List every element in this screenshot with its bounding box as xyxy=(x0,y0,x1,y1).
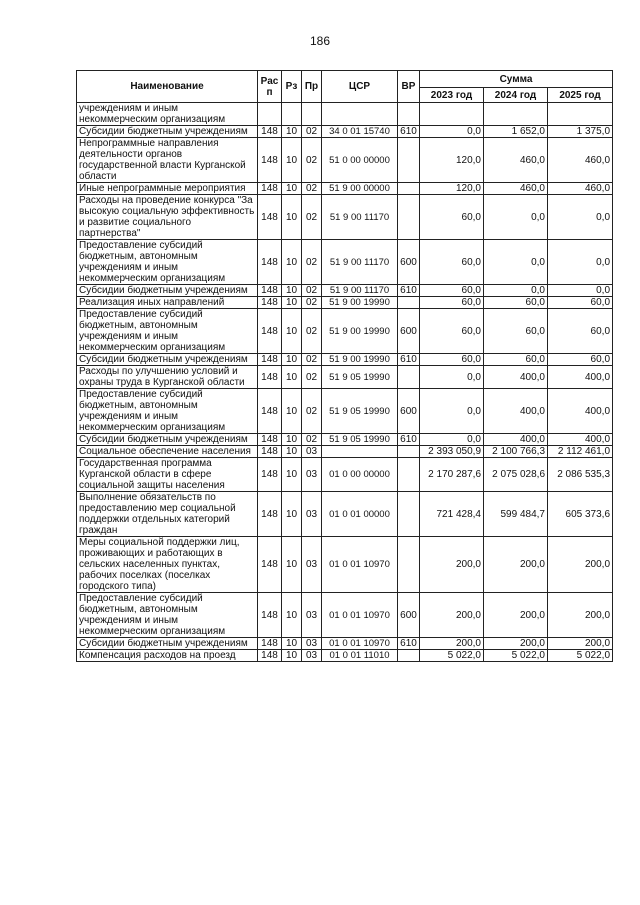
cell-2024: 1 652,0 xyxy=(484,126,548,138)
cell-pr xyxy=(302,103,322,126)
cell-2024: 0,0 xyxy=(484,240,548,285)
table-row xyxy=(77,195,613,240)
table-row xyxy=(77,126,613,138)
header-2025: 2025 год xyxy=(548,88,613,103)
cell-name: Субсидии бюджетным учреждениям xyxy=(77,354,258,366)
cell-2025: 605 373,6 xyxy=(548,492,613,537)
cell-rasp xyxy=(258,103,282,126)
cell-2023: 60,0 xyxy=(420,285,484,297)
cell-rz: 10 xyxy=(282,434,302,446)
cell-pr: 02 xyxy=(302,297,322,309)
table-row xyxy=(77,537,613,593)
cell-rz: 10 xyxy=(282,650,302,662)
cell-2023 xyxy=(420,103,484,126)
cell-name: Компенсация расходов на проезд xyxy=(77,650,258,662)
cell-rasp: 148 xyxy=(258,297,282,309)
cell-rasp: 148 xyxy=(258,366,282,389)
cell-rasp: 148 xyxy=(258,138,282,183)
cell-pr: 03 xyxy=(302,593,322,638)
cell-rasp: 148 xyxy=(258,126,282,138)
cell-pr: 03 xyxy=(302,638,322,650)
header-csr: ЦСР xyxy=(322,71,398,103)
cell-pr: 02 xyxy=(302,354,322,366)
cell-name: Предоставление субсидий бюджетным, автономным учреждениям и иным некоммерческим организациям xyxy=(77,389,258,434)
cell-2024: 400,0 xyxy=(484,366,548,389)
cell-rasp: 148 xyxy=(258,446,282,458)
cell-rz: 10 xyxy=(282,458,302,492)
cell-vr xyxy=(398,103,420,126)
cell-2023: 120,0 xyxy=(420,183,484,195)
cell-pr: 03 xyxy=(302,446,322,458)
page-number: 186 xyxy=(309,34,331,48)
cell-2025: 2 112 461,0 xyxy=(548,446,613,458)
cell-2025: 1 375,0 xyxy=(548,126,613,138)
cell-2025: 400,0 xyxy=(548,389,613,434)
cell-2023: 200,0 xyxy=(420,593,484,638)
cell-csr: 51 9 05 19990 xyxy=(322,434,398,446)
budget-table xyxy=(76,70,613,662)
table-row xyxy=(77,458,613,492)
cell-vr: 610 xyxy=(398,285,420,297)
cell-rz: 10 xyxy=(282,195,302,240)
cell-2023: 60,0 xyxy=(420,354,484,366)
table-row xyxy=(77,285,613,297)
cell-vr xyxy=(398,366,420,389)
cell-2024: 400,0 xyxy=(484,434,548,446)
cell-name: Предоставление субсидий бюджетным, автономным учреждениям и иным некоммерческим организациям xyxy=(77,240,258,285)
cell-2023: 0,0 xyxy=(420,389,484,434)
header-rz: Рз xyxy=(282,71,302,103)
cell-csr xyxy=(322,103,398,126)
cell-rz: 10 xyxy=(282,537,302,593)
cell-2023: 60,0 xyxy=(420,309,484,354)
cell-csr: 51 9 05 19990 xyxy=(322,366,398,389)
cell-2024: 200,0 xyxy=(484,593,548,638)
cell-csr: 34 0 01 15740 xyxy=(322,126,398,138)
cell-vr xyxy=(398,458,420,492)
cell-csr: 01 0 01 00000 xyxy=(322,492,398,537)
cell-rz: 10 xyxy=(282,183,302,195)
table-row xyxy=(77,103,613,126)
cell-2023: 2 170 287,6 xyxy=(420,458,484,492)
cell-csr: 51 9 00 19990 xyxy=(322,297,398,309)
cell-2023: 721 428,4 xyxy=(420,492,484,537)
cell-2024: 5 022,0 xyxy=(484,650,548,662)
table-row xyxy=(77,354,613,366)
table-row xyxy=(77,446,613,458)
header-2024: 2024 год xyxy=(484,88,548,103)
cell-2025: 400,0 xyxy=(548,434,613,446)
table-row xyxy=(77,638,613,650)
cell-rz: 10 xyxy=(282,297,302,309)
cell-2024: 60,0 xyxy=(484,297,548,309)
cell-vr: 610 xyxy=(398,354,420,366)
cell-rasp: 148 xyxy=(258,183,282,195)
table-row xyxy=(77,366,613,389)
cell-name: Субсидии бюджетным учреждениям xyxy=(77,285,258,297)
cell-2023: 0,0 xyxy=(420,126,484,138)
cell-2025: 200,0 xyxy=(548,638,613,650)
cell-rasp: 148 xyxy=(258,354,282,366)
cell-pr: 03 xyxy=(302,650,322,662)
table-row xyxy=(77,138,613,183)
cell-2025: 200,0 xyxy=(548,537,613,593)
cell-name: Субсидии бюджетным учреждениям xyxy=(77,638,258,650)
cell-vr xyxy=(398,650,420,662)
header-2023: 2023 год xyxy=(420,88,484,103)
cell-2025: 200,0 xyxy=(548,593,613,638)
cell-2024: 460,0 xyxy=(484,138,548,183)
cell-rasp: 148 xyxy=(258,593,282,638)
cell-vr: 600 xyxy=(398,593,420,638)
cell-rasp: 148 xyxy=(258,638,282,650)
cell-2025: 60,0 xyxy=(548,297,613,309)
cell-name: Предоставление субсидий бюджетным, автономным учреждениям и иным некоммерческим организациям xyxy=(77,309,258,354)
cell-pr: 02 xyxy=(302,309,322,354)
cell-pr: 02 xyxy=(302,183,322,195)
header-row xyxy=(77,71,613,88)
cell-vr: 610 xyxy=(398,638,420,650)
cell-name: Государственная программа Курганской области в сфере социальной защиты населения xyxy=(77,458,258,492)
cell-csr: 01 0 01 10970 xyxy=(322,638,398,650)
cell-vr xyxy=(398,183,420,195)
cell-csr xyxy=(322,446,398,458)
cell-2023: 0,0 xyxy=(420,366,484,389)
cell-rz: 10 xyxy=(282,389,302,434)
cell-2023: 60,0 xyxy=(420,240,484,285)
cell-rasp: 148 xyxy=(258,389,282,434)
cell-rz: 10 xyxy=(282,309,302,354)
cell-pr: 02 xyxy=(302,366,322,389)
cell-csr: 01 0 00 00000 xyxy=(322,458,398,492)
cell-csr: 01 0 01 11010 xyxy=(322,650,398,662)
cell-pr: 03 xyxy=(302,458,322,492)
cell-vr: 600 xyxy=(398,309,420,354)
cell-vr: 610 xyxy=(398,434,420,446)
cell-rasp: 148 xyxy=(258,240,282,285)
table-row xyxy=(77,389,613,434)
table-row xyxy=(77,434,613,446)
cell-name: Иные непрограммные мероприятия xyxy=(77,183,258,195)
cell-2023: 200,0 xyxy=(420,537,484,593)
cell-vr: 600 xyxy=(398,389,420,434)
header-pr: Пр xyxy=(302,71,322,103)
header-vr: ВР xyxy=(398,71,420,103)
cell-rz xyxy=(282,103,302,126)
cell-2024: 200,0 xyxy=(484,638,548,650)
cell-csr: 51 9 05 19990 xyxy=(322,389,398,434)
cell-vr xyxy=(398,297,420,309)
cell-pr: 03 xyxy=(302,537,322,593)
cell-rz: 10 xyxy=(282,366,302,389)
cell-csr: 51 9 00 00000 xyxy=(322,183,398,195)
table-row xyxy=(77,297,613,309)
cell-name: Непрограммные направления деятельности органов государственной власти Курганской области xyxy=(77,138,258,183)
cell-name: Субсидии бюджетным учреждениям xyxy=(77,126,258,138)
table-row xyxy=(77,593,613,638)
cell-2024: 60,0 xyxy=(484,309,548,354)
cell-name: Субсидии бюджетным учреждениям xyxy=(77,434,258,446)
cell-name: Социальное обеспечение населения xyxy=(77,446,258,458)
cell-2025: 0,0 xyxy=(548,285,613,297)
cell-2023: 60,0 xyxy=(420,195,484,240)
header-name: Наименование xyxy=(77,71,258,103)
cell-rz: 10 xyxy=(282,240,302,285)
cell-2025: 0,0 xyxy=(548,195,613,240)
cell-pr: 02 xyxy=(302,195,322,240)
cell-2025: 460,0 xyxy=(548,183,613,195)
cell-2025: 2 086 535,3 xyxy=(548,458,613,492)
cell-csr: 01 0 01 10970 xyxy=(322,593,398,638)
cell-2025: 400,0 xyxy=(548,366,613,389)
cell-name: Расходы на проведение конкурса "За высокую социальную эффективность и развитие социального партнерства" xyxy=(77,195,258,240)
cell-2023: 0,0 xyxy=(420,434,484,446)
cell-pr: 02 xyxy=(302,389,322,434)
header-sum: Сумма xyxy=(420,71,613,88)
cell-2023: 200,0 xyxy=(420,638,484,650)
cell-2025: 460,0 xyxy=(548,138,613,183)
cell-2024 xyxy=(484,103,548,126)
cell-pr: 02 xyxy=(302,285,322,297)
cell-name: Расходы по улучшению условий и охраны труда в Курганской области xyxy=(77,366,258,389)
cell-rz: 10 xyxy=(282,138,302,183)
cell-2023: 120,0 xyxy=(420,138,484,183)
cell-pr: 02 xyxy=(302,138,322,183)
cell-rz: 10 xyxy=(282,285,302,297)
cell-2024: 0,0 xyxy=(484,285,548,297)
cell-rasp: 148 xyxy=(258,195,282,240)
cell-2024: 460,0 xyxy=(484,183,548,195)
cell-name: Реализация иных направлений xyxy=(77,297,258,309)
cell-csr: 51 9 00 19990 xyxy=(322,309,398,354)
cell-rz: 10 xyxy=(282,638,302,650)
cell-rasp: 148 xyxy=(258,492,282,537)
cell-csr: 51 9 00 11170 xyxy=(322,240,398,285)
cell-rasp: 148 xyxy=(258,285,282,297)
table-row xyxy=(77,650,613,662)
cell-csr: 01 0 01 10970 xyxy=(322,537,398,593)
cell-2023: 2 393 050,9 xyxy=(420,446,484,458)
cell-pr: 03 xyxy=(302,492,322,537)
cell-name: Предоставление субсидий бюджетным, автономным учреждениям и иным некоммерческим организациям xyxy=(77,593,258,638)
table-row xyxy=(77,492,613,537)
cell-2025: 5 022,0 xyxy=(548,650,613,662)
cell-vr xyxy=(398,492,420,537)
cell-rasp: 148 xyxy=(258,537,282,593)
cell-vr xyxy=(398,195,420,240)
cell-rz: 10 xyxy=(282,126,302,138)
cell-csr: 51 9 00 19990 xyxy=(322,354,398,366)
cell-2024: 2 075 028,6 xyxy=(484,458,548,492)
cell-2024: 2 100 766,3 xyxy=(484,446,548,458)
cell-2024: 599 484,7 xyxy=(484,492,548,537)
cell-pr: 02 xyxy=(302,126,322,138)
cell-name: Выполнение обязательств по предоставлению мер социальной поддержки отдельных категорий граждан xyxy=(77,492,258,537)
cell-rz: 10 xyxy=(282,446,302,458)
cell-vr xyxy=(398,537,420,593)
cell-vr: 610 xyxy=(398,126,420,138)
cell-rasp: 148 xyxy=(258,309,282,354)
cell-name: учреждениям и иным некоммерческим организациям xyxy=(77,103,258,126)
cell-rz: 10 xyxy=(282,354,302,366)
cell-2025 xyxy=(548,103,613,126)
table-row xyxy=(77,309,613,354)
cell-pr: 02 xyxy=(302,240,322,285)
cell-2025: 60,0 xyxy=(548,309,613,354)
cell-rasp: 148 xyxy=(258,650,282,662)
cell-vr xyxy=(398,138,420,183)
cell-vr xyxy=(398,446,420,458)
cell-name: Меры социальной поддержки лиц, проживающих и работающих в сельских населенных пунктах, рабочих поселках (поселках городского типа) xyxy=(77,537,258,593)
cell-2025: 60,0 xyxy=(548,354,613,366)
cell-2023: 60,0 xyxy=(420,297,484,309)
cell-2024: 60,0 xyxy=(484,354,548,366)
cell-rz: 10 xyxy=(282,492,302,537)
cell-2024: 0,0 xyxy=(484,195,548,240)
cell-2024: 400,0 xyxy=(484,389,548,434)
cell-pr: 02 xyxy=(302,434,322,446)
table-row xyxy=(77,240,613,285)
cell-rz: 10 xyxy=(282,593,302,638)
cell-csr: 51 9 00 11170 xyxy=(322,285,398,297)
table-row xyxy=(77,183,613,195)
cell-2023: 5 022,0 xyxy=(420,650,484,662)
cell-csr: 51 9 00 11170 xyxy=(322,195,398,240)
cell-vr: 600 xyxy=(398,240,420,285)
cell-csr: 51 0 00 00000 xyxy=(322,138,398,183)
cell-rasp: 148 xyxy=(258,458,282,492)
header-rasp: Рас п xyxy=(258,71,282,103)
cell-2025: 0,0 xyxy=(548,240,613,285)
cell-2024: 200,0 xyxy=(484,537,548,593)
cell-rasp: 148 xyxy=(258,434,282,446)
